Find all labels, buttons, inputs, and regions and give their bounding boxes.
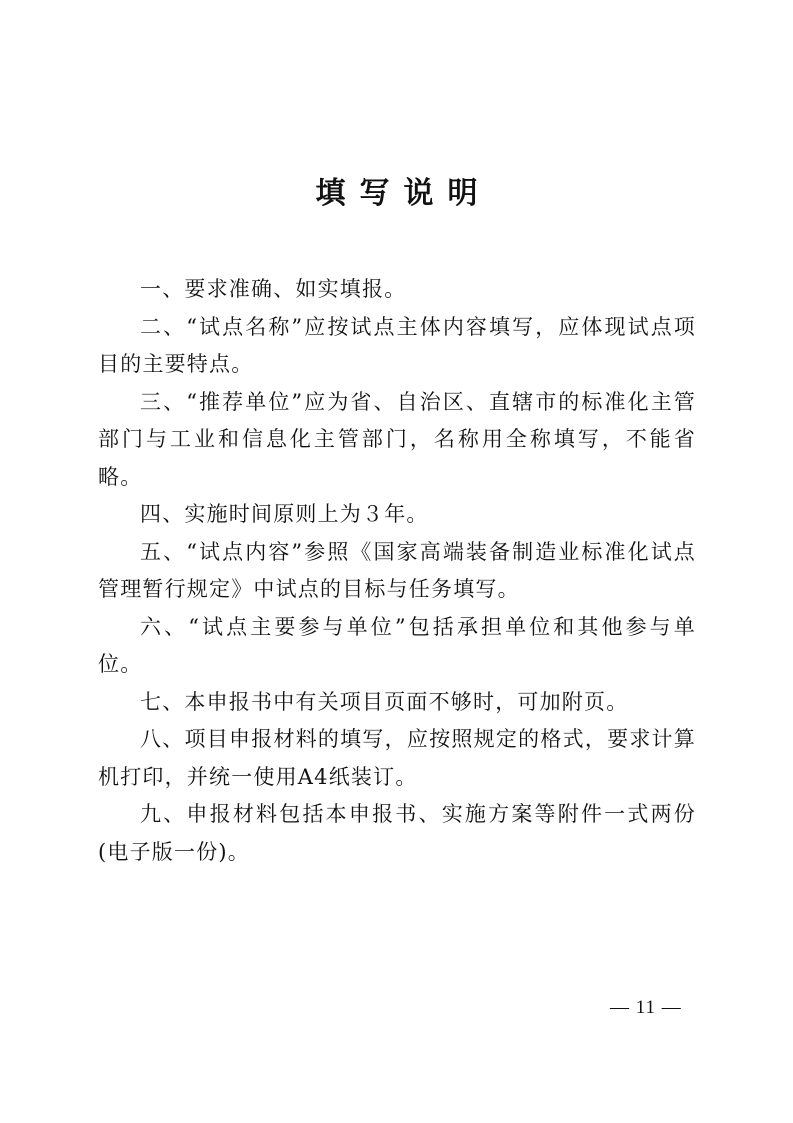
instruction-item-5: 五、“试点内容”参照《国家高端装备制造业标准化试点管理暂行规定》中试点的目标与任务填写。 bbox=[98, 539, 696, 601]
instruction-item-2: 二、“试点名称”应按试点主体内容填写，应体现试点项目的主要特点。 bbox=[98, 314, 696, 376]
instruction-item-9: 九、申报材料包括本申报书、实施方案等附件一式两份(电子版一份)。 bbox=[98, 802, 696, 864]
instruction-item-6: 六、“试点主要参与单位”包括承担单位和其他参与单位。 bbox=[98, 614, 696, 676]
instruction-item-1: 一、要求准确、如实填报。 bbox=[140, 277, 407, 301]
instruction-item-3: 三、“推荐单位”应为省、自治区、直辖市的标准化主管部门与工业和信息化主管部门，名称用全称填写，不能省略。 bbox=[98, 389, 696, 489]
page-number: — 11 — bbox=[610, 997, 682, 1018]
instruction-item-4: 四、实施时间原则上为３年。 bbox=[140, 502, 429, 526]
page-title: 填写说明 bbox=[315, 176, 492, 211]
instruction-item-8: 八、项目申报材料的填写，应按照规定的格式，要求计算机打印，并统一使用A4纸装订。 bbox=[98, 727, 696, 789]
instruction-item-7: 七、本申报书中有关项目页面不够时，可加附页。 bbox=[140, 689, 629, 714]
instructions-body bbox=[98, 271, 696, 871]
